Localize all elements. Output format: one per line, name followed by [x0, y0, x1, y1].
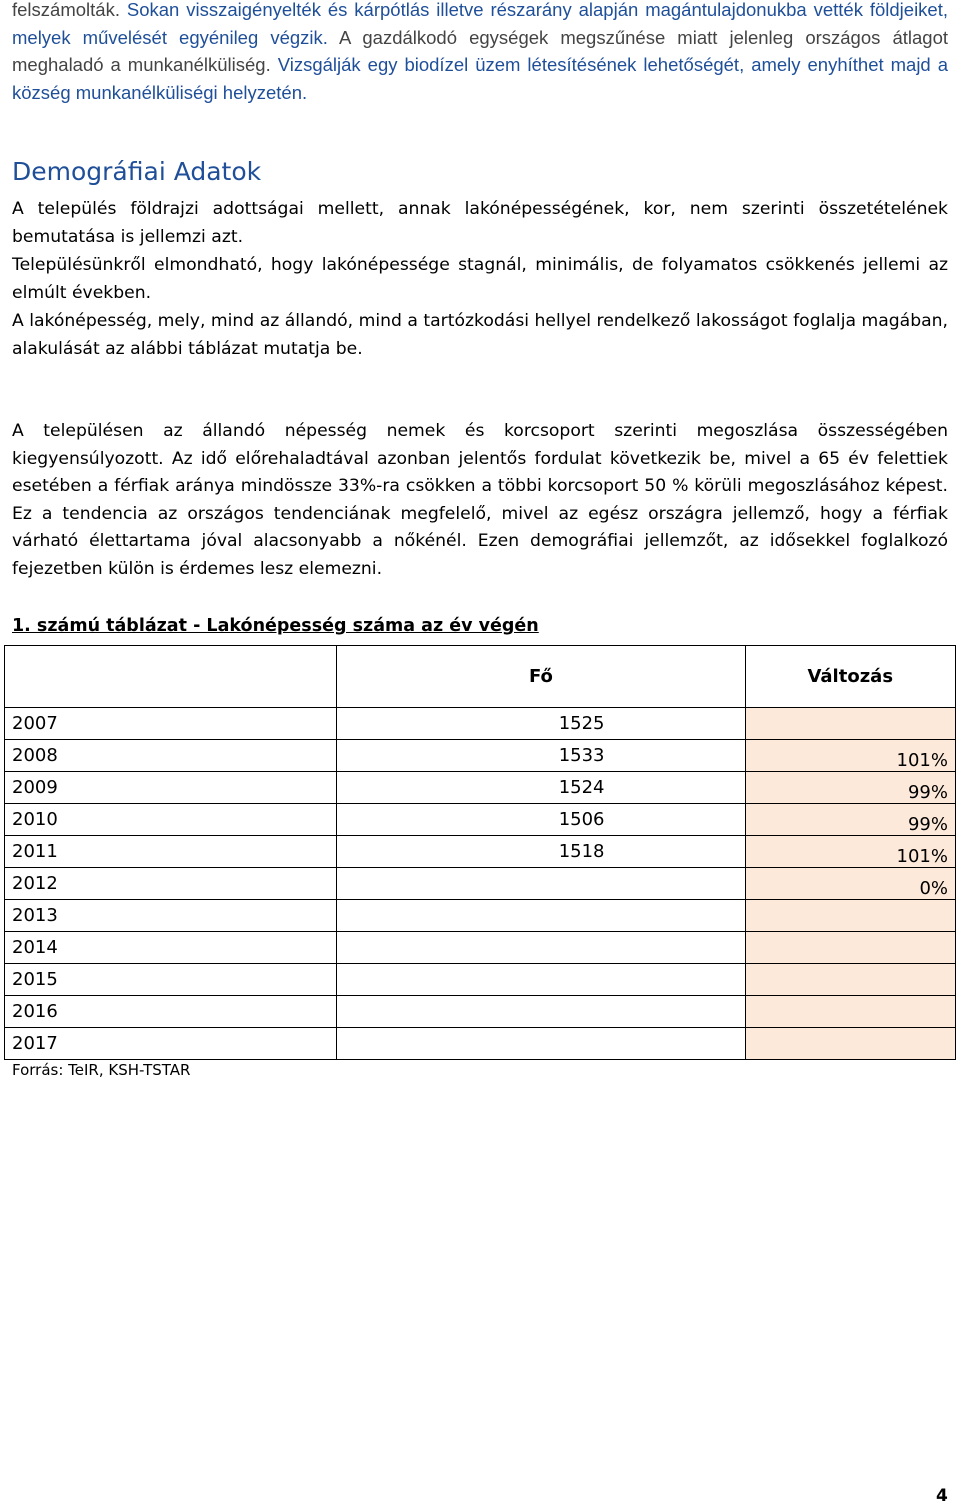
- table-row: [5, 900, 956, 932]
- cell-year: 2014: [5, 932, 337, 964]
- paragraph-3: A lakónépesség, mely, mind az állandó, mind a tartózkodási hellyel rendelkező lakosságot foglalja magában, alakulását az alábbi táblázat mutatja be.: [12, 311, 948, 359]
- cell-fo: [337, 1028, 745, 1060]
- cell-valtozas: [745, 932, 955, 964]
- intro-paragraph: [12, 0, 948, 106]
- cell-fo: [337, 900, 745, 932]
- header-valtozas: Változás: [745, 646, 955, 708]
- cell-valtozas: 101%: [745, 740, 955, 772]
- table-row: [5, 804, 956, 836]
- cell-valtozas: 0%: [745, 868, 955, 900]
- cell-valtozas: [745, 708, 955, 740]
- table-row: [5, 772, 956, 804]
- cell-fo: 1524: [337, 772, 745, 804]
- table-title: 1. számú táblázat - Lakónépesség száma az év végén: [12, 616, 539, 636]
- cell-year: 2009: [5, 772, 337, 804]
- cell-valtozas: 99%: [745, 772, 955, 804]
- cell-fo: 1525: [337, 708, 745, 740]
- header-fo: Fő: [337, 646, 745, 708]
- section-heading: Demográfiai Adatok: [12, 156, 262, 186]
- table-row: [5, 836, 956, 868]
- cell-year: 2007: [5, 708, 337, 740]
- table-row: [5, 932, 956, 964]
- intro-seg-4: Vizsgálják egy biodízel üzem létesítésének lehetőségét, amely enyhíthet majd a község munkanélküliségi helyzetén.: [12, 54, 948, 103]
- cell-fo: 1533: [337, 740, 745, 772]
- cell-valtozas: [745, 964, 955, 996]
- page-number: 4: [936, 1486, 948, 1506]
- table-row: [5, 740, 956, 772]
- cell-year: 2013: [5, 900, 337, 932]
- intro-seg-1: felszámolták.: [12, 0, 120, 20]
- cell-valtozas: [745, 996, 955, 1028]
- cell-fo: 1518: [337, 836, 745, 868]
- cell-year: 2015: [5, 964, 337, 996]
- table-row: [5, 868, 956, 900]
- cell-year: 2016: [5, 996, 337, 1028]
- table-row: [5, 996, 956, 1028]
- cell-year: 2008: [5, 740, 337, 772]
- intro-seg-2: Sokan visszaigényelték és kárpótlás illetve részarány alapján magántulajdonukba vették földjeiket, melyek művelését egyénileg végzik.: [12, 0, 949, 48]
- cell-fo: [337, 868, 745, 900]
- table-row: [5, 708, 956, 740]
- paragraph-1: A település földrajzi adottságai mellett, annak lakónépességének, kor, nem szerinti összetételének bemutatása is jellemzi azt.: [12, 199, 948, 247]
- cell-fo: [337, 964, 745, 996]
- paragraph-4: A településen az állandó népesség nemek és korcsoport szerinti megoszlása összességében kiegyensúlyozott. Az idő előrehaladtával azonban jelentős fordulat következik be, mivel a 65 év felettiek esetében a férfiak aránya mindössze 33%-ra csökken a többi korcsoport 50 % körüli megoszlásához képest. Ez a tendencia az országos tendenciának megfelelő, mivel az egész országra jellemző, hogy a férfiak várható élettartama jóval alacsonyabb a nőkénél. Ezen demográfiai jellemzőt, az idősekkel foglalkozó fejezetben külön is érdemes lesz elemezni.: [12, 421, 948, 579]
- cell-year: 2017: [5, 1028, 337, 1060]
- table-header-row: [5, 646, 956, 708]
- table-row: [5, 964, 956, 996]
- cell-fo: [337, 996, 745, 1028]
- cell-year: 2010: [5, 804, 337, 836]
- cell-valtozas: 101%: [745, 836, 955, 868]
- population-table: [4, 645, 956, 1060]
- cell-year: 2012: [5, 868, 337, 900]
- cell-valtozas: [745, 900, 955, 932]
- intro-seg-3: A gazdálkodó egységek megszűnése miatt jelenleg országos átlagot meghaladó a munkanélküliség.: [12, 26, 948, 75]
- cell-valtozas: [745, 1028, 955, 1060]
- cell-fo: [337, 932, 745, 964]
- cell-year: 2011: [5, 836, 337, 868]
- table-source: Forrás: TeIR, KSH-TSTAR: [12, 1061, 191, 1079]
- paragraph-2: Településünkről elmondható, hogy lakónépessége stagnál, minimális, de folyamatos csökkenés jellemi az elmúlt években.: [12, 255, 948, 303]
- cell-valtozas: 99%: [745, 804, 955, 836]
- table-row: [5, 1028, 956, 1060]
- header-year: [5, 646, 337, 708]
- cell-fo: 1506: [337, 804, 745, 836]
